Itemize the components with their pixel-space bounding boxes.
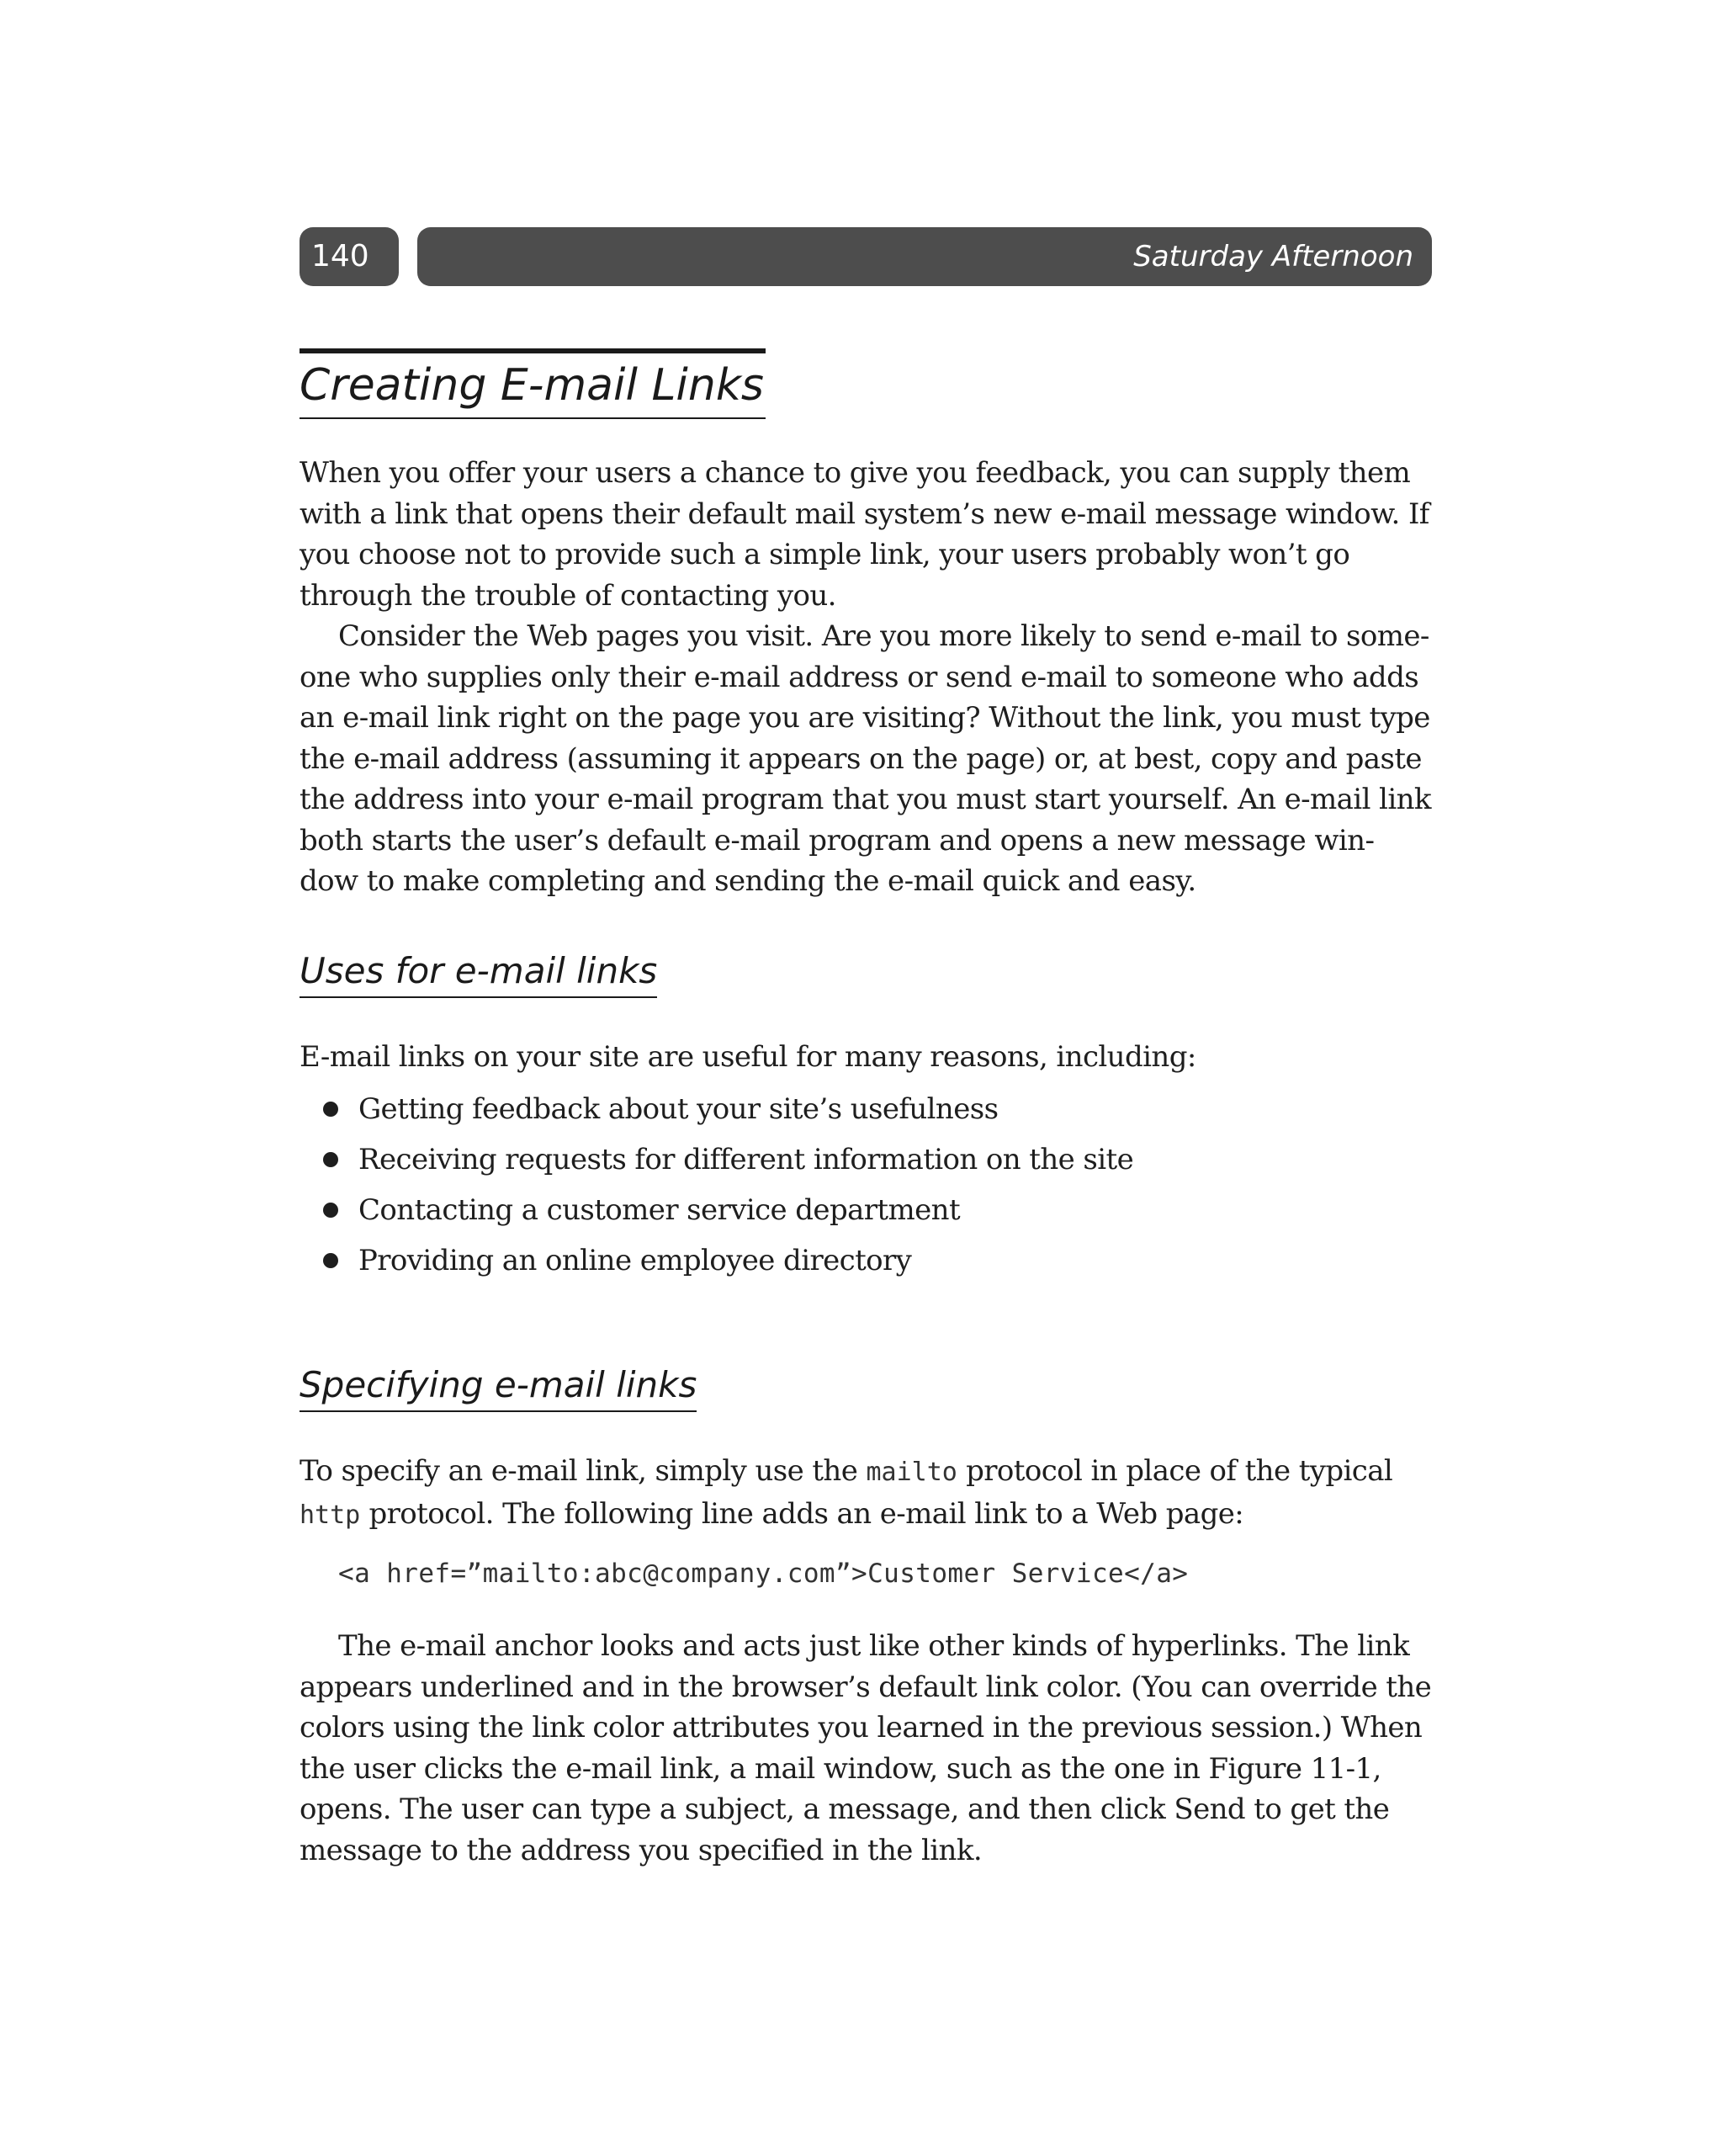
bullet-icon bbox=[323, 1203, 338, 1218]
intro-paragraph-2: Consider the Web pages you visit. Are you more likely to send e-mail to some-one who supplies only their e-mail address or send e-mail to someone who adds an e-mail link right on the page you are visiting? Without the link, you must type the e-mail address (assuming it appears on the page) or, at best, copy and paste the address into your e-mail program that you must start yourself. An e-mail link both starts the user’s default e-mail program and opens a new message win-dow to make completing and sending the e-mail quick and easy. bbox=[300, 619, 1431, 898]
section-title-block bbox=[300, 348, 1432, 419]
specifying-paragraph-1: To specify an e-mail link, simply use the mailto protocol in place of the typical http protocol. The following line adds an e-mail link to a Web page: bbox=[300, 1454, 1393, 1531]
list-item: Getting feedback about your site’s usefulness bbox=[300, 1084, 1432, 1134]
list-item: Contacting a customer service department bbox=[300, 1185, 1432, 1235]
specifying-paragraph-2: The e-mail anchor looks and acts just like other kinds of hyperlinks. The link appears underlined and in the browser’s default link color. (You can override the colors using the link color attributes you learned in the previous session.) When the user clicks the e-mail link, a mail window, such as the one in Figure 11-1, opens. The user can type a subject, a message, and then click Send to get the message to the address you specified in the link. bbox=[300, 1629, 1432, 1867]
page-header bbox=[300, 227, 1432, 286]
section-title: Creating E-mail Links bbox=[300, 348, 766, 419]
bullet-icon bbox=[323, 1152, 338, 1167]
code-example-block bbox=[300, 1553, 1432, 1594]
specifying-heading-block bbox=[300, 1360, 1432, 1412]
list-item: Receiving requests for different information on the site bbox=[300, 1134, 1432, 1185]
list-item: Providing an online employee directory bbox=[300, 1235, 1432, 1286]
inline-code-mailto: mailto bbox=[866, 1458, 957, 1487]
page-number: 140 bbox=[300, 227, 399, 286]
specifying-heading: Specifying e-mail links bbox=[300, 1360, 697, 1412]
intro-block bbox=[300, 453, 1432, 902]
inline-code-http: http bbox=[300, 1500, 361, 1530]
bullet-icon bbox=[323, 1102, 338, 1117]
uses-list bbox=[300, 1084, 1432, 1286]
running-head: Saturday Afternoon bbox=[417, 227, 1432, 286]
intro-paragraph-1: When you offer your users a chance to give you feedback, you can supply them with a link that opens their default mail system’s new e-mail message window. If you choose not to provide such a simple link, your users probably won’t go through the trouble of contacting you. bbox=[300, 456, 1429, 613]
uses-lead: E-mail links on your site are useful for many reasons, including: bbox=[300, 1040, 1196, 1074]
code-example: <a href=”mailto:abc@company.com”>Customer Service</a> bbox=[338, 1559, 1189, 1589]
uses-heading: Uses for e-mail links bbox=[300, 946, 657, 998]
bullet-icon bbox=[323, 1253, 338, 1268]
uses-list-block bbox=[300, 1084, 1432, 1286]
uses-heading-block bbox=[300, 946, 1432, 998]
specifying-para1-block bbox=[300, 1451, 1432, 1536]
specifying-para2-block bbox=[300, 1626, 1432, 1871]
uses-lead-block bbox=[300, 1037, 1432, 1078]
